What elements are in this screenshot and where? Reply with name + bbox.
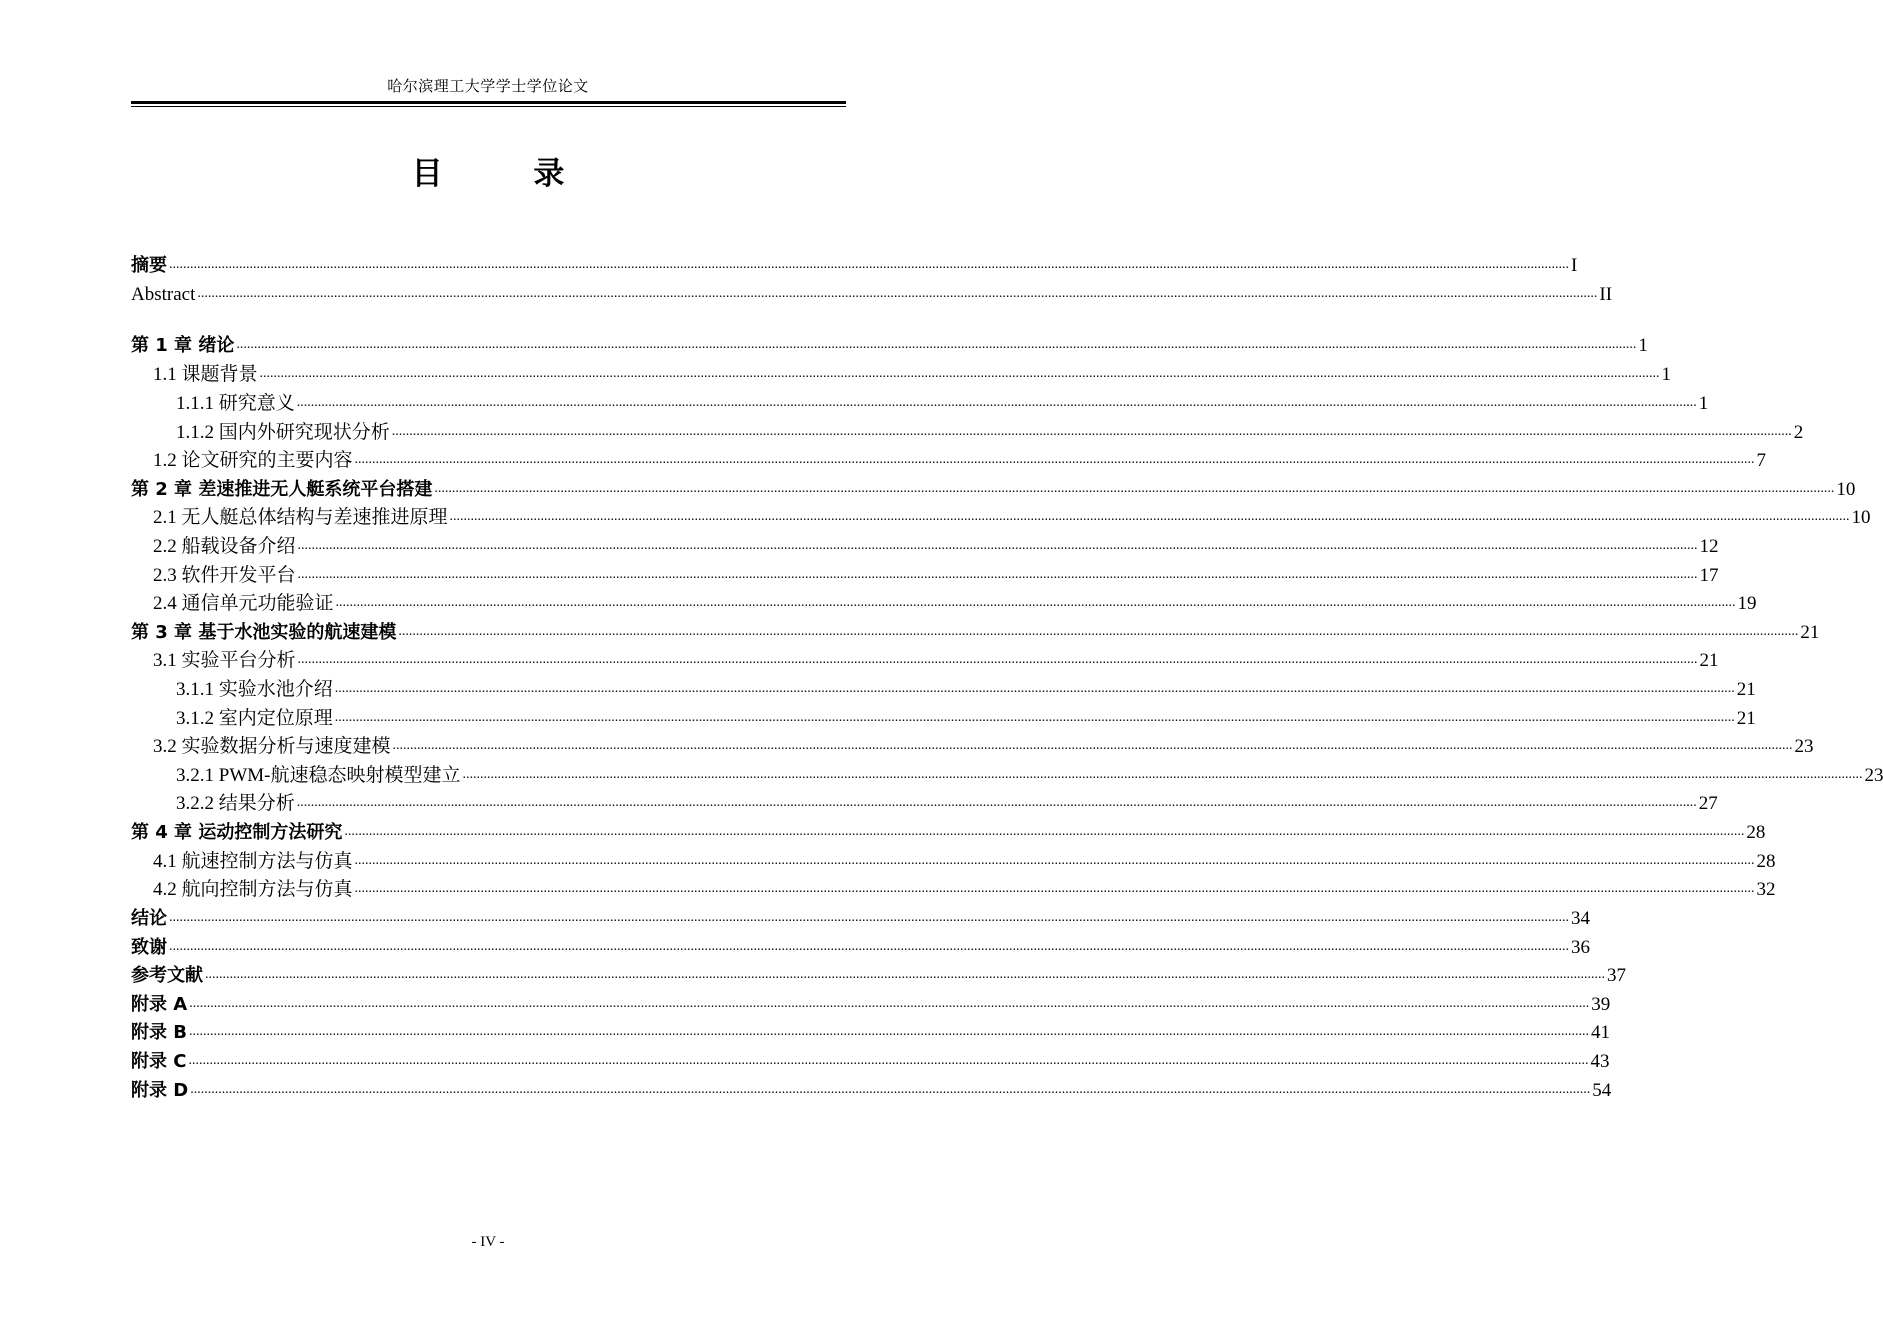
toc-leader-dots: ................................................................................................................................................................................................................................................................................................................................................................................................................ bbox=[354, 853, 1755, 868]
toc-leader-dots: ................................................................................................................................................................................................................................................................................................................................................................................................................ bbox=[296, 795, 1697, 810]
toc-label: 2.3 软件开发平台 bbox=[153, 565, 296, 586]
toc-page-number: 54 bbox=[1592, 1080, 1612, 1101]
toc-label: 3.1.2 室内定位原理 bbox=[176, 708, 333, 729]
toc-leader-dots: ................................................................................................................................................................................................................................................................................................................................................................................................................ bbox=[205, 967, 1605, 982]
toc-page-number: II bbox=[1599, 284, 1613, 305]
toc-label: 3.2.2 结果分析 bbox=[176, 793, 295, 814]
toc-leader-dots: ................................................................................................................................................................................................................................................................................................................................................................................................................ bbox=[259, 366, 1660, 381]
toc-page-number: 34 bbox=[1571, 908, 1590, 929]
toc-leader-dots: ................................................................................................................................................................................................................................................................................................................................................................................................................ bbox=[169, 910, 1569, 925]
toc-label: 1.1 课题背景 bbox=[153, 364, 258, 385]
toc-entry-section-2-2[interactable] bbox=[153, 533, 1719, 559]
toc-label: 1.2 论文研究的主要内容 bbox=[153, 450, 353, 471]
toc-page-number: 41 bbox=[1591, 1022, 1610, 1043]
toc-entry-section-4-1[interactable] bbox=[153, 848, 1776, 874]
toc-leader-dots: ................................................................................................................................................................................................................................................................................................................................................................................................................ bbox=[169, 257, 1569, 272]
toc-label: 第 2 章 差速推进无人艇系统平台搭建 bbox=[131, 479, 433, 500]
toc-leader-dots: ................................................................................................................................................................................................................................................................................................................................................................................................................ bbox=[190, 1082, 1591, 1097]
toc-page-number: 1 bbox=[1698, 393, 1709, 414]
toc-label: 致谢 bbox=[131, 937, 167, 958]
toc-entry-section-2-3[interactable] bbox=[153, 562, 1719, 588]
toc-entry-section-3-2[interactable] bbox=[153, 733, 1814, 759]
toc-page-number: 1 bbox=[1638, 335, 1648, 356]
toc-page-number: 27 bbox=[1698, 793, 1718, 814]
toc-page-number: 23 bbox=[1864, 765, 1883, 786]
header-rule-thick bbox=[131, 101, 846, 104]
toc-label: 附录 C bbox=[131, 1051, 187, 1072]
toc-page-number: 10 bbox=[1836, 479, 1856, 500]
toc-entry-section-3-2-1[interactable] bbox=[176, 762, 1883, 788]
toc-entry-section-2-1[interactable] bbox=[153, 504, 1871, 530]
toc-leader-dots: ................................................................................................................................................................................................................................................................................................................................................................................................................ bbox=[434, 481, 1835, 496]
toc-page-number: 7 bbox=[1756, 450, 1767, 471]
toc-entry-section-1-1-1[interactable] bbox=[176, 390, 1709, 416]
toc-leader-dots: ................................................................................................................................................................................................................................................................................................................................................................................................................ bbox=[169, 939, 1569, 954]
toc-label: 1.1.2 国内外研究现状分析 bbox=[176, 422, 390, 443]
toc-entry-section-1-1[interactable] bbox=[153, 361, 1672, 387]
toc-leader-dots: ................................................................................................................................................................................................................................................................................................................................................................................................................ bbox=[391, 424, 1792, 439]
toc-label: 第 4 章 运动控制方法研究 bbox=[131, 822, 343, 843]
toc-label: 4.2 航向控制方法与仿真 bbox=[153, 879, 353, 900]
toc-entry-appendix-c[interactable] bbox=[131, 1048, 1610, 1074]
toc-label: 附录 A bbox=[131, 994, 188, 1015]
toc-page-number: 21 bbox=[1736, 708, 1756, 729]
toc-page-number: 21 bbox=[1736, 679, 1756, 700]
toc-entry-appendix-d[interactable] bbox=[131, 1077, 1612, 1103]
toc-page-number: 39 bbox=[1591, 994, 1611, 1015]
toc-label: 附录 B bbox=[131, 1022, 187, 1043]
toc-entry-abstract-cn[interactable] bbox=[131, 252, 1578, 278]
toc-entry-section-3-2-2[interactable] bbox=[176, 790, 1718, 816]
toc-label: 附录 D bbox=[131, 1080, 189, 1101]
toc-leader-dots: ................................................................................................................................................................................................................................................................................................................................................................................................................ bbox=[236, 337, 1637, 352]
toc-entry-chapter-3[interactable] bbox=[131, 619, 1820, 645]
toc-page-number: I bbox=[1571, 255, 1578, 276]
toc-label: 3.1 实验平台分析 bbox=[153, 650, 296, 671]
toc-label: 1.1.1 研究意义 bbox=[176, 393, 295, 414]
toc-entry-chapter-1[interactable] bbox=[131, 332, 1648, 358]
toc-page-number: 32 bbox=[1756, 879, 1776, 900]
toc-page-number: 28 bbox=[1746, 822, 1766, 843]
toc-leader-dots: ................................................................................................................................................................................................................................................................................................................................................................................................................ bbox=[398, 624, 1799, 639]
toc-page-number: 12 bbox=[1699, 536, 1719, 557]
toc-title: 目 录 bbox=[411, 156, 605, 192]
toc-leader-dots: ................................................................................................................................................................................................................................................................................................................................................................................................................ bbox=[354, 881, 1755, 896]
toc-entry-section-1-1-2[interactable] bbox=[176, 419, 1804, 445]
toc-entry-section-3-1[interactable] bbox=[153, 647, 1719, 673]
toc-label: 3.1.1 实验水池介绍 bbox=[176, 679, 333, 700]
toc-leader-dots: ................................................................................................................................................................................................................................................................................................................................................................................................................ bbox=[296, 395, 1697, 410]
toc-label: 2.1 无人艇总体结构与差速推进原理 bbox=[153, 507, 448, 528]
toc-page-number: 36 bbox=[1571, 937, 1590, 958]
toc-entry-acknowledgements[interactable] bbox=[131, 934, 1590, 960]
toc-entry-section-1-2[interactable] bbox=[153, 447, 1767, 473]
toc-leader-dots: ................................................................................................................................................................................................................................................................................................................................................................................................................ bbox=[297, 567, 1698, 582]
toc-entry-section-3-1-2[interactable] bbox=[176, 705, 1756, 731]
toc-entry-section-4-2[interactable] bbox=[153, 876, 1776, 902]
toc-leader-dots: ................................................................................................................................................................................................................................................................................................................................................................................................................ bbox=[354, 452, 1755, 467]
toc-leader-dots: ................................................................................................................................................................................................................................................................................................................................................................................................................ bbox=[334, 681, 1735, 696]
toc-label: 结论 bbox=[131, 908, 167, 929]
toc-leader-dots: ................................................................................................................................................................................................................................................................................................................................................................................................................ bbox=[189, 1024, 1589, 1039]
page-number-footer: - IV - bbox=[471, 1234, 505, 1250]
toc-label: 3.2.1 PWM-航速稳态映射模型建立 bbox=[176, 765, 461, 786]
toc-label: 第 3 章 基于水池实验的航速建模 bbox=[131, 622, 397, 643]
toc-page-number: 19 bbox=[1737, 593, 1757, 614]
toc-page-number: 2 bbox=[1793, 422, 1804, 443]
toc-entry-section-2-4[interactable] bbox=[153, 590, 1757, 616]
toc-entry-section-3-1-1[interactable] bbox=[176, 676, 1756, 702]
running-header: 哈尔滨理工大学学士学位论文 bbox=[387, 79, 589, 95]
toc-page-number: 43 bbox=[1590, 1051, 1610, 1072]
toc-leader-dots: ................................................................................................................................................................................................................................................................................................................................................................................................................ bbox=[392, 738, 1793, 753]
toc-page-number: 1 bbox=[1661, 364, 1672, 385]
toc-leader-dots: ................................................................................................................................................................................................................................................................................................................................................................................................................ bbox=[344, 824, 1745, 839]
toc-leader-dots: ................................................................................................................................................................................................................................................................................................................................................................................................................ bbox=[334, 710, 1735, 725]
toc-label: 2.2 船载设备介绍 bbox=[153, 536, 296, 557]
toc-label: 参考文献 bbox=[131, 965, 203, 986]
header-rule-thin bbox=[131, 106, 846, 107]
toc-page-number: 10 bbox=[1851, 507, 1871, 528]
toc-label: 4.1 航速控制方法与仿真 bbox=[153, 851, 353, 872]
toc-leader-dots: ................................................................................................................................................................................................................................................................................................................................................................................................................ bbox=[297, 652, 1698, 667]
toc-label: 3.2 实验数据分析与速度建模 bbox=[153, 736, 391, 757]
toc-label: 2.4 通信单元功能验证 bbox=[153, 593, 334, 614]
toc-page-number: 23 bbox=[1794, 736, 1814, 757]
toc-leader-dots: ................................................................................................................................................................................................................................................................................................................................................................................................................ bbox=[189, 996, 1590, 1011]
toc-page-number: 21 bbox=[1699, 650, 1719, 671]
toc-label: 第 1 章 绪论 bbox=[131, 335, 235, 356]
toc-entry-conclusion[interactable] bbox=[131, 905, 1590, 931]
toc-page-number: 37 bbox=[1607, 965, 1626, 986]
toc-leader-dots: ................................................................................................................................................................................................................................................................................................................................................................................................................ bbox=[297, 538, 1698, 553]
toc-page-number: 17 bbox=[1699, 565, 1719, 586]
toc-entry-chapter-4[interactable] bbox=[131, 819, 1766, 845]
toc-entry-chapter-2[interactable] bbox=[131, 476, 1856, 502]
toc-entry-references[interactable] bbox=[131, 962, 1626, 988]
toc-leader-dots: ................................................................................................................................................................................................................................................................................................................................................................................................................ bbox=[197, 286, 1598, 301]
toc-label: 摘要 bbox=[131, 255, 167, 276]
toc-leader-dots: ................................................................................................................................................................................................................................................................................................................................................................................................................ bbox=[449, 509, 1850, 524]
toc-page-number: 21 bbox=[1800, 622, 1820, 643]
toc-entry-abstract-en[interactable] bbox=[131, 281, 1613, 307]
toc-leader-dots: ................................................................................................................................................................................................................................................................................................................................................................................................................ bbox=[335, 595, 1736, 610]
toc-leader-dots: ................................................................................................................................................................................................................................................................................................................................................................................................................ bbox=[462, 767, 1863, 782]
toc-entry-appendix-a[interactable] bbox=[131, 991, 1611, 1017]
toc-entry-appendix-b[interactable] bbox=[131, 1019, 1610, 1045]
toc-page-number: 28 bbox=[1756, 851, 1776, 872]
toc-label: Abstract bbox=[131, 284, 196, 305]
toc-leader-dots: ................................................................................................................................................................................................................................................................................................................................................................................................................ bbox=[188, 1053, 1589, 1068]
